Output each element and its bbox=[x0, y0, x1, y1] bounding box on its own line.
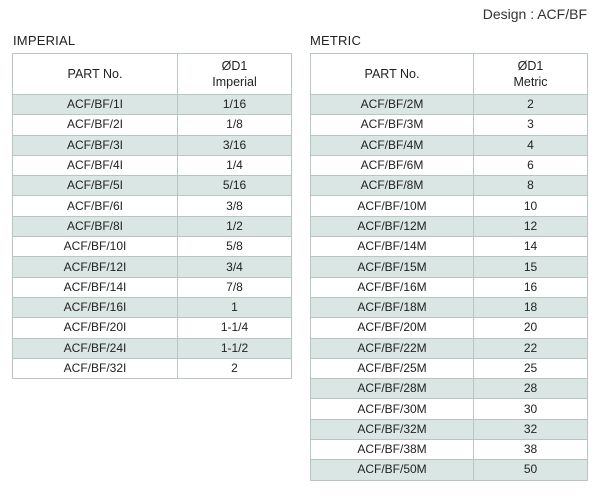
table-row bbox=[311, 196, 588, 216]
diameter-value-cell: 3 bbox=[474, 115, 588, 135]
diameter-value-cell: 1/16 bbox=[178, 95, 292, 115]
part-number-cell: ACF/BF/12I bbox=[13, 257, 178, 277]
diameter-value-cell: 12 bbox=[474, 216, 588, 236]
column-header-part-no: PART No. bbox=[13, 54, 178, 95]
part-number-cell: ACF/BF/14I bbox=[13, 277, 178, 297]
diameter-value-cell: 28 bbox=[474, 379, 588, 399]
part-number-cell: ACF/BF/38M bbox=[311, 440, 474, 460]
column-header-diameter bbox=[178, 54, 292, 95]
part-number-cell: ACF/BF/50M bbox=[311, 460, 474, 480]
table-row bbox=[311, 135, 588, 155]
part-number-cell: ACF/BF/32M bbox=[311, 419, 474, 439]
imperial-table bbox=[12, 53, 292, 379]
table-row bbox=[13, 216, 292, 236]
diameter-value-cell: 38 bbox=[474, 440, 588, 460]
diameter-value-cell: 25 bbox=[474, 358, 588, 378]
part-number-cell: ACF/BF/12M bbox=[311, 216, 474, 236]
diameter-value-cell: 1 bbox=[178, 297, 292, 317]
table-row bbox=[13, 237, 292, 257]
table-row bbox=[311, 257, 588, 277]
table-row bbox=[311, 155, 588, 175]
table-row bbox=[13, 95, 292, 115]
table-row bbox=[13, 318, 292, 338]
diameter-value-cell: 3/8 bbox=[178, 196, 292, 216]
part-number-cell: ACF/BF/10I bbox=[13, 237, 178, 257]
table-row bbox=[13, 155, 292, 175]
table-row bbox=[311, 440, 588, 460]
table-row bbox=[311, 318, 588, 338]
diameter-symbol-label: ØD1 bbox=[517, 59, 544, 73]
part-number-cell: ACF/BF/20I bbox=[13, 318, 178, 338]
table-row bbox=[13, 135, 292, 155]
metric-section-title: METRIC bbox=[310, 33, 362, 48]
table-row bbox=[311, 95, 588, 115]
part-number-cell: ACF/BF/28M bbox=[311, 379, 474, 399]
diameter-value-cell: 14 bbox=[474, 237, 588, 257]
unit-label: Imperial bbox=[212, 75, 257, 89]
table-header-row bbox=[13, 54, 292, 95]
table-header-row bbox=[311, 54, 588, 95]
diameter-value-cell: 5/8 bbox=[178, 237, 292, 257]
diameter-value-cell: 5/16 bbox=[178, 176, 292, 196]
diameter-value-cell: 4 bbox=[474, 135, 588, 155]
part-number-cell: ACF/BF/15M bbox=[311, 257, 474, 277]
table-row bbox=[311, 115, 588, 135]
diameter-symbol-label: ØD1 bbox=[221, 59, 248, 73]
diameter-value-cell: 16 bbox=[474, 277, 588, 297]
unit-label: Metric bbox=[513, 75, 548, 89]
table-row bbox=[311, 237, 588, 257]
part-number-cell: ACF/BF/4I bbox=[13, 155, 178, 175]
table-row bbox=[13, 176, 292, 196]
diameter-value-cell: 7/8 bbox=[178, 277, 292, 297]
part-number-cell: ACF/BF/16I bbox=[13, 297, 178, 317]
part-number-cell: ACF/BF/22M bbox=[311, 338, 474, 358]
diameter-value-cell: 18 bbox=[474, 297, 588, 317]
diameter-value-cell: 8 bbox=[474, 176, 588, 196]
diameter-value-cell: 20 bbox=[474, 318, 588, 338]
part-number-cell: ACF/BF/3M bbox=[311, 115, 474, 135]
table-row bbox=[311, 277, 588, 297]
part-number-cell: ACF/BF/3I bbox=[13, 135, 178, 155]
table-row bbox=[311, 216, 588, 236]
table-row bbox=[311, 379, 588, 399]
diameter-value-cell: 6 bbox=[474, 155, 588, 175]
part-number-cell: ACF/BF/8M bbox=[311, 176, 474, 196]
diameter-value-cell: 1/2 bbox=[178, 216, 292, 236]
design-label: Design : ACF/BF bbox=[482, 6, 587, 22]
part-number-cell: ACF/BF/14M bbox=[311, 237, 474, 257]
diameter-value-cell: 3/16 bbox=[178, 135, 292, 155]
part-number-cell: ACF/BF/5I bbox=[13, 176, 178, 196]
diameter-value-cell: 2 bbox=[474, 95, 588, 115]
table-row bbox=[13, 358, 292, 378]
diameter-value-cell: 10 bbox=[474, 196, 588, 216]
table-row bbox=[311, 399, 588, 419]
part-number-cell: ACF/BF/6M bbox=[311, 155, 474, 175]
part-number-cell: ACF/BF/2I bbox=[13, 115, 178, 135]
table-row bbox=[13, 115, 292, 135]
table-row bbox=[311, 460, 588, 480]
metric-table bbox=[310, 53, 588, 481]
diameter-value-cell: 50 bbox=[474, 460, 588, 480]
imperial-table-body bbox=[13, 95, 292, 379]
part-number-cell: ACF/BF/16M bbox=[311, 277, 474, 297]
part-number-cell: ACF/BF/20M bbox=[311, 318, 474, 338]
part-number-cell: ACF/BF/2M bbox=[311, 95, 474, 115]
part-number-cell: ACF/BF/18M bbox=[311, 297, 474, 317]
part-number-cell: ACF/BF/32I bbox=[13, 358, 178, 378]
part-number-cell: ACF/BF/30M bbox=[311, 399, 474, 419]
part-number-cell: ACF/BF/8I bbox=[13, 216, 178, 236]
table-row bbox=[311, 297, 588, 317]
part-number-cell: ACF/BF/6I bbox=[13, 196, 178, 216]
table-row bbox=[13, 297, 292, 317]
part-number-cell: ACF/BF/10M bbox=[311, 196, 474, 216]
diameter-value-cell: 30 bbox=[474, 399, 588, 419]
part-number-cell: ACF/BF/4M bbox=[311, 135, 474, 155]
part-number-cell: ACF/BF/25M bbox=[311, 358, 474, 378]
table-row bbox=[13, 338, 292, 358]
table-row bbox=[13, 257, 292, 277]
diameter-value-cell: 1-1/2 bbox=[178, 338, 292, 358]
column-header-part-no: PART No. bbox=[311, 54, 474, 95]
diameter-value-cell: 32 bbox=[474, 419, 588, 439]
table-row bbox=[311, 338, 588, 358]
part-number-cell: ACF/BF/1I bbox=[13, 95, 178, 115]
metric-table-body bbox=[311, 95, 588, 481]
diameter-value-cell: 2 bbox=[178, 358, 292, 378]
part-number-cell: ACF/BF/24I bbox=[13, 338, 178, 358]
table-row bbox=[13, 277, 292, 297]
column-header-diameter bbox=[474, 54, 588, 95]
table-row bbox=[13, 196, 292, 216]
table-row bbox=[311, 358, 588, 378]
diameter-value-cell: 1/4 bbox=[178, 155, 292, 175]
diameter-value-cell: 3/4 bbox=[178, 257, 292, 277]
diameter-value-cell: 1-1/4 bbox=[178, 318, 292, 338]
diameter-value-cell: 15 bbox=[474, 257, 588, 277]
table-row bbox=[311, 176, 588, 196]
diameter-value-cell: 1/8 bbox=[178, 115, 292, 135]
table-row bbox=[311, 419, 588, 439]
imperial-section-title: IMPERIAL bbox=[13, 33, 76, 48]
diameter-value-cell: 22 bbox=[474, 338, 588, 358]
